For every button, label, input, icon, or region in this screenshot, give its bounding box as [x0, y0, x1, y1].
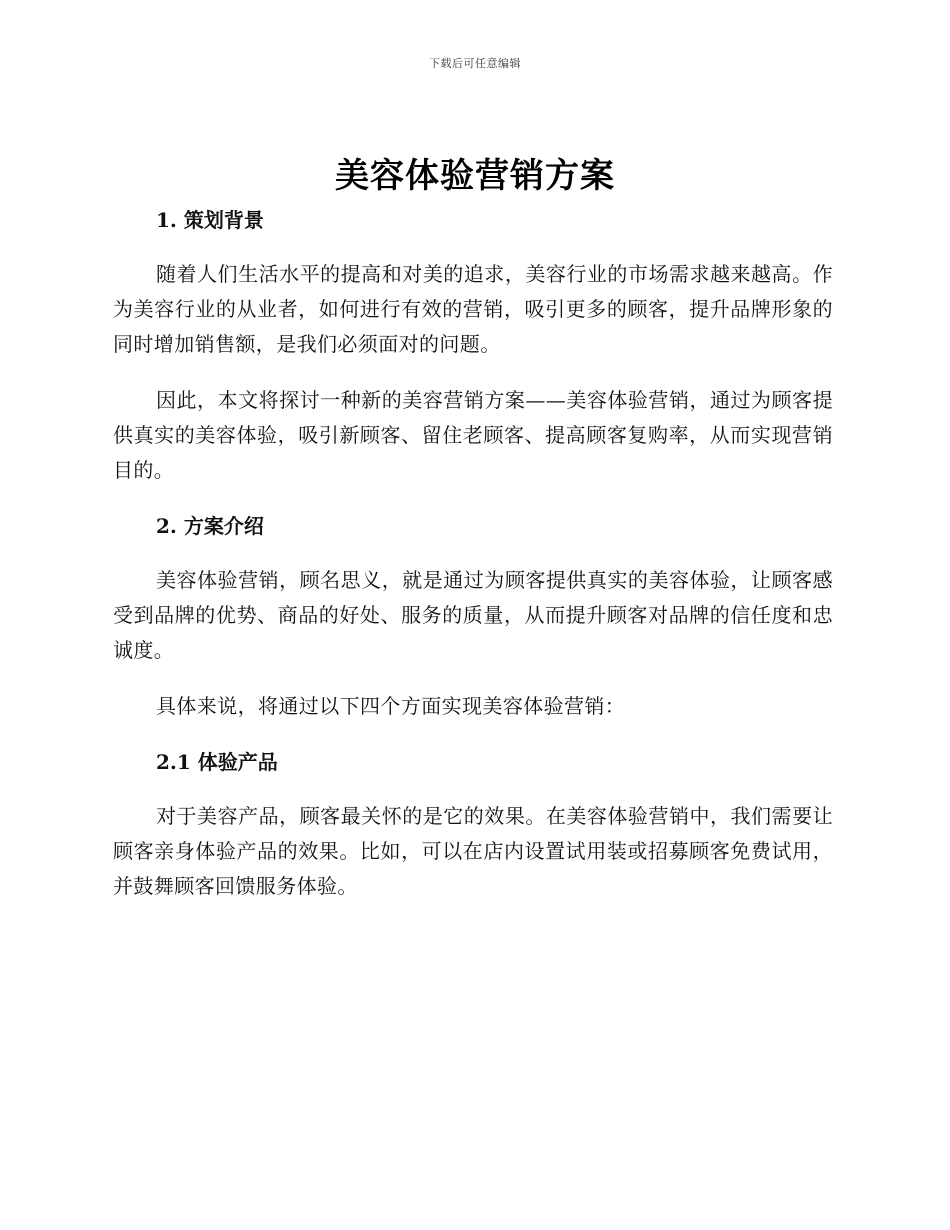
- body-paragraph: 对于美容产品，顾客最关怀的是它的效果。在美容体验营销中，我们需要让顾客亲身体验产品的效果。比如，可以在店内设置试用装或招募顾客免费试用，并鼓舞顾客回馈服务体验。: [113, 804, 833, 898]
- body-paragraph: 具体来说，将通过以下四个方面实现美容体验营销：: [156, 694, 626, 718]
- section-heading: 2. 方案介绍: [156, 514, 264, 538]
- body-paragraph: 随着人们生活水平的提高和对美的追求，美容行业的市场需求越来越高。作为美容行业的从业者，如何进行有效的营销，吸引更多的顾客，提升品牌形象的同时增加销售额，是我们必须面对的问题。: [113, 262, 833, 356]
- document-body: [113, 203, 833, 904]
- section-introduction: [113, 509, 833, 724]
- body-paragraph: 因此，本文将探讨一种新的美容营销方案——美容体验营销，通过为顾客提供真实的美容体验，吸引新顾客、留住老顾客、提高顾客复购率，从而实现营销目的。: [113, 388, 833, 482]
- section-background: [113, 203, 833, 488]
- document-title: 美容体验营销方案: [335, 156, 615, 196]
- page-header-note: 下载后可任意编辑: [429, 57, 521, 70]
- body-paragraph: 美容体验营销，顾名思义，就是通过为顾客提供真实的美容体验，让顾客感受到品牌的优势、商品的好处、服务的质量，从而提升顾客对品牌的信任度和忠诚度。: [113, 568, 833, 662]
- section-heading: 2.1 体验产品: [156, 750, 278, 774]
- section-experience-products: [113, 745, 833, 904]
- section-heading: 1. 策划背景: [156, 208, 264, 232]
